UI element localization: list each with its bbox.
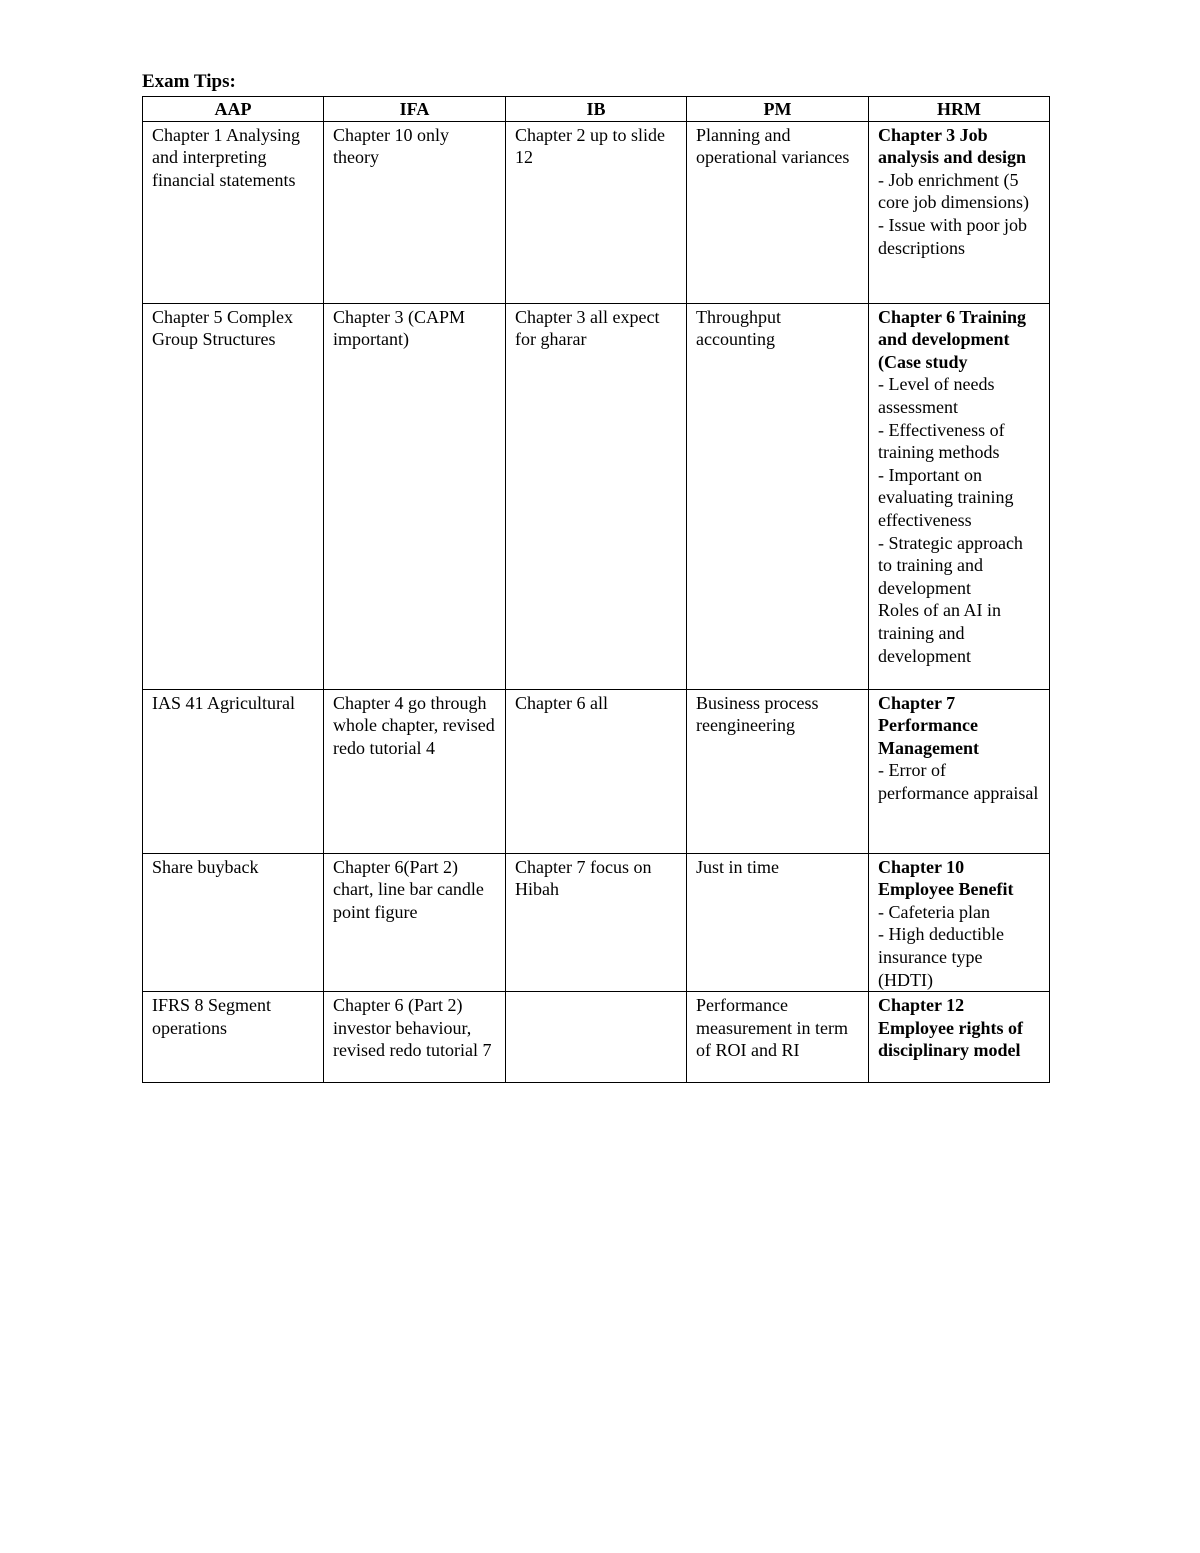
hrm-topic-line: - Cafeteria plan (878, 901, 990, 922)
cell-ib: Chapter 3 all expect for gharar (506, 303, 687, 689)
cell-hrm (869, 992, 1050, 1083)
hrm-topic-line: - Effectiveness of training methods (878, 419, 1005, 463)
cell-ifa: Chapter 10 only theory (324, 121, 506, 303)
hrm-topic-line: - Strategic approach to training and development (878, 532, 1023, 598)
cell-hrm (869, 853, 1050, 992)
cell-pm: Performance measurement in term of ROI and RI (687, 992, 869, 1083)
cell-ifa: Chapter 6 (Part 2) investor behaviour, revised redo tutorial 7 (324, 992, 506, 1083)
table-row (143, 992, 1050, 1083)
cell-aap: Share buyback (143, 853, 324, 992)
table-row (143, 853, 1050, 992)
cell-pm: Planning and operational variances (687, 121, 869, 303)
cell-hrm (869, 121, 1050, 303)
hrm-topic-line: - Error of performance appraisal (878, 760, 1039, 803)
hrm-chapter-heading: Chapter 3 Job analysis and design (878, 124, 1027, 168)
cell-aap: IFRS 8 Segment operations (143, 992, 324, 1083)
hrm-chapter-heading: Chapter 10 Employee Benefit (878, 856, 1014, 900)
cell-ifa: Chapter 6(Part 2) chart, line bar candle point figure (324, 853, 506, 992)
hrm-chapter-heading: Chapter 12 Employee rights of disciplinary model (878, 995, 1023, 1061)
column-header-ifa: IFA (324, 97, 506, 122)
table-row (143, 121, 1050, 303)
cell-ifa: Chapter 3 (CAPM important) (324, 303, 506, 689)
hrm-topic-line: - Job enrichment (5 core job dimensions) (878, 169, 1029, 213)
cell-ifa: Chapter 4 go through whole chapter, revised redo tutorial 4 (324, 689, 506, 853)
cell-aap: IAS 41 Agricultural (143, 689, 324, 853)
table-row (143, 689, 1050, 853)
column-header-pm: PM (687, 97, 869, 122)
hrm-topic-line: - Issue with poor job descriptions (878, 214, 1027, 258)
cell-aap: Chapter 1 Analysing and interpreting financial statements (143, 121, 324, 303)
cell-aap: Chapter 5 Complex Group Structures (143, 303, 324, 689)
cell-ib: Chapter 6 all (506, 689, 687, 853)
cell-pm: Just in time (687, 853, 869, 992)
column-header-hrm: HRM (869, 97, 1050, 122)
hrm-topic-line: Roles of an AI in training and development (878, 600, 1001, 666)
page-title: Exam Tips: (142, 71, 236, 92)
cell-ib: Chapter 7 focus on Hibah (506, 853, 687, 992)
hrm-topic-line: - High deductible insurance type (HDTI) (878, 924, 1004, 990)
hrm-chapter-heading: Chapter 6 Training and development (Case study (878, 306, 1027, 372)
cell-pm: Throughput accounting (687, 303, 869, 689)
column-header-ib: IB (506, 97, 687, 122)
cell-ib: Chapter 2 up to slide 12 (506, 121, 687, 303)
cell-pm: Business process reengineering (687, 689, 869, 853)
cell-hrm (869, 689, 1050, 853)
column-header-aap: AAP (143, 97, 324, 122)
exam-tips-table (142, 96, 1050, 1083)
hrm-chapter-heading: Chapter 7 Performance Management (878, 692, 979, 758)
cell-hrm (869, 303, 1050, 689)
cell-ib (506, 992, 687, 1083)
hrm-topic-line: - Level of needs assessment (878, 374, 995, 417)
hrm-topic-line: - Important on evaluating training effectiveness (878, 464, 1014, 530)
table-header-row (143, 97, 1050, 122)
table-row (143, 303, 1050, 689)
